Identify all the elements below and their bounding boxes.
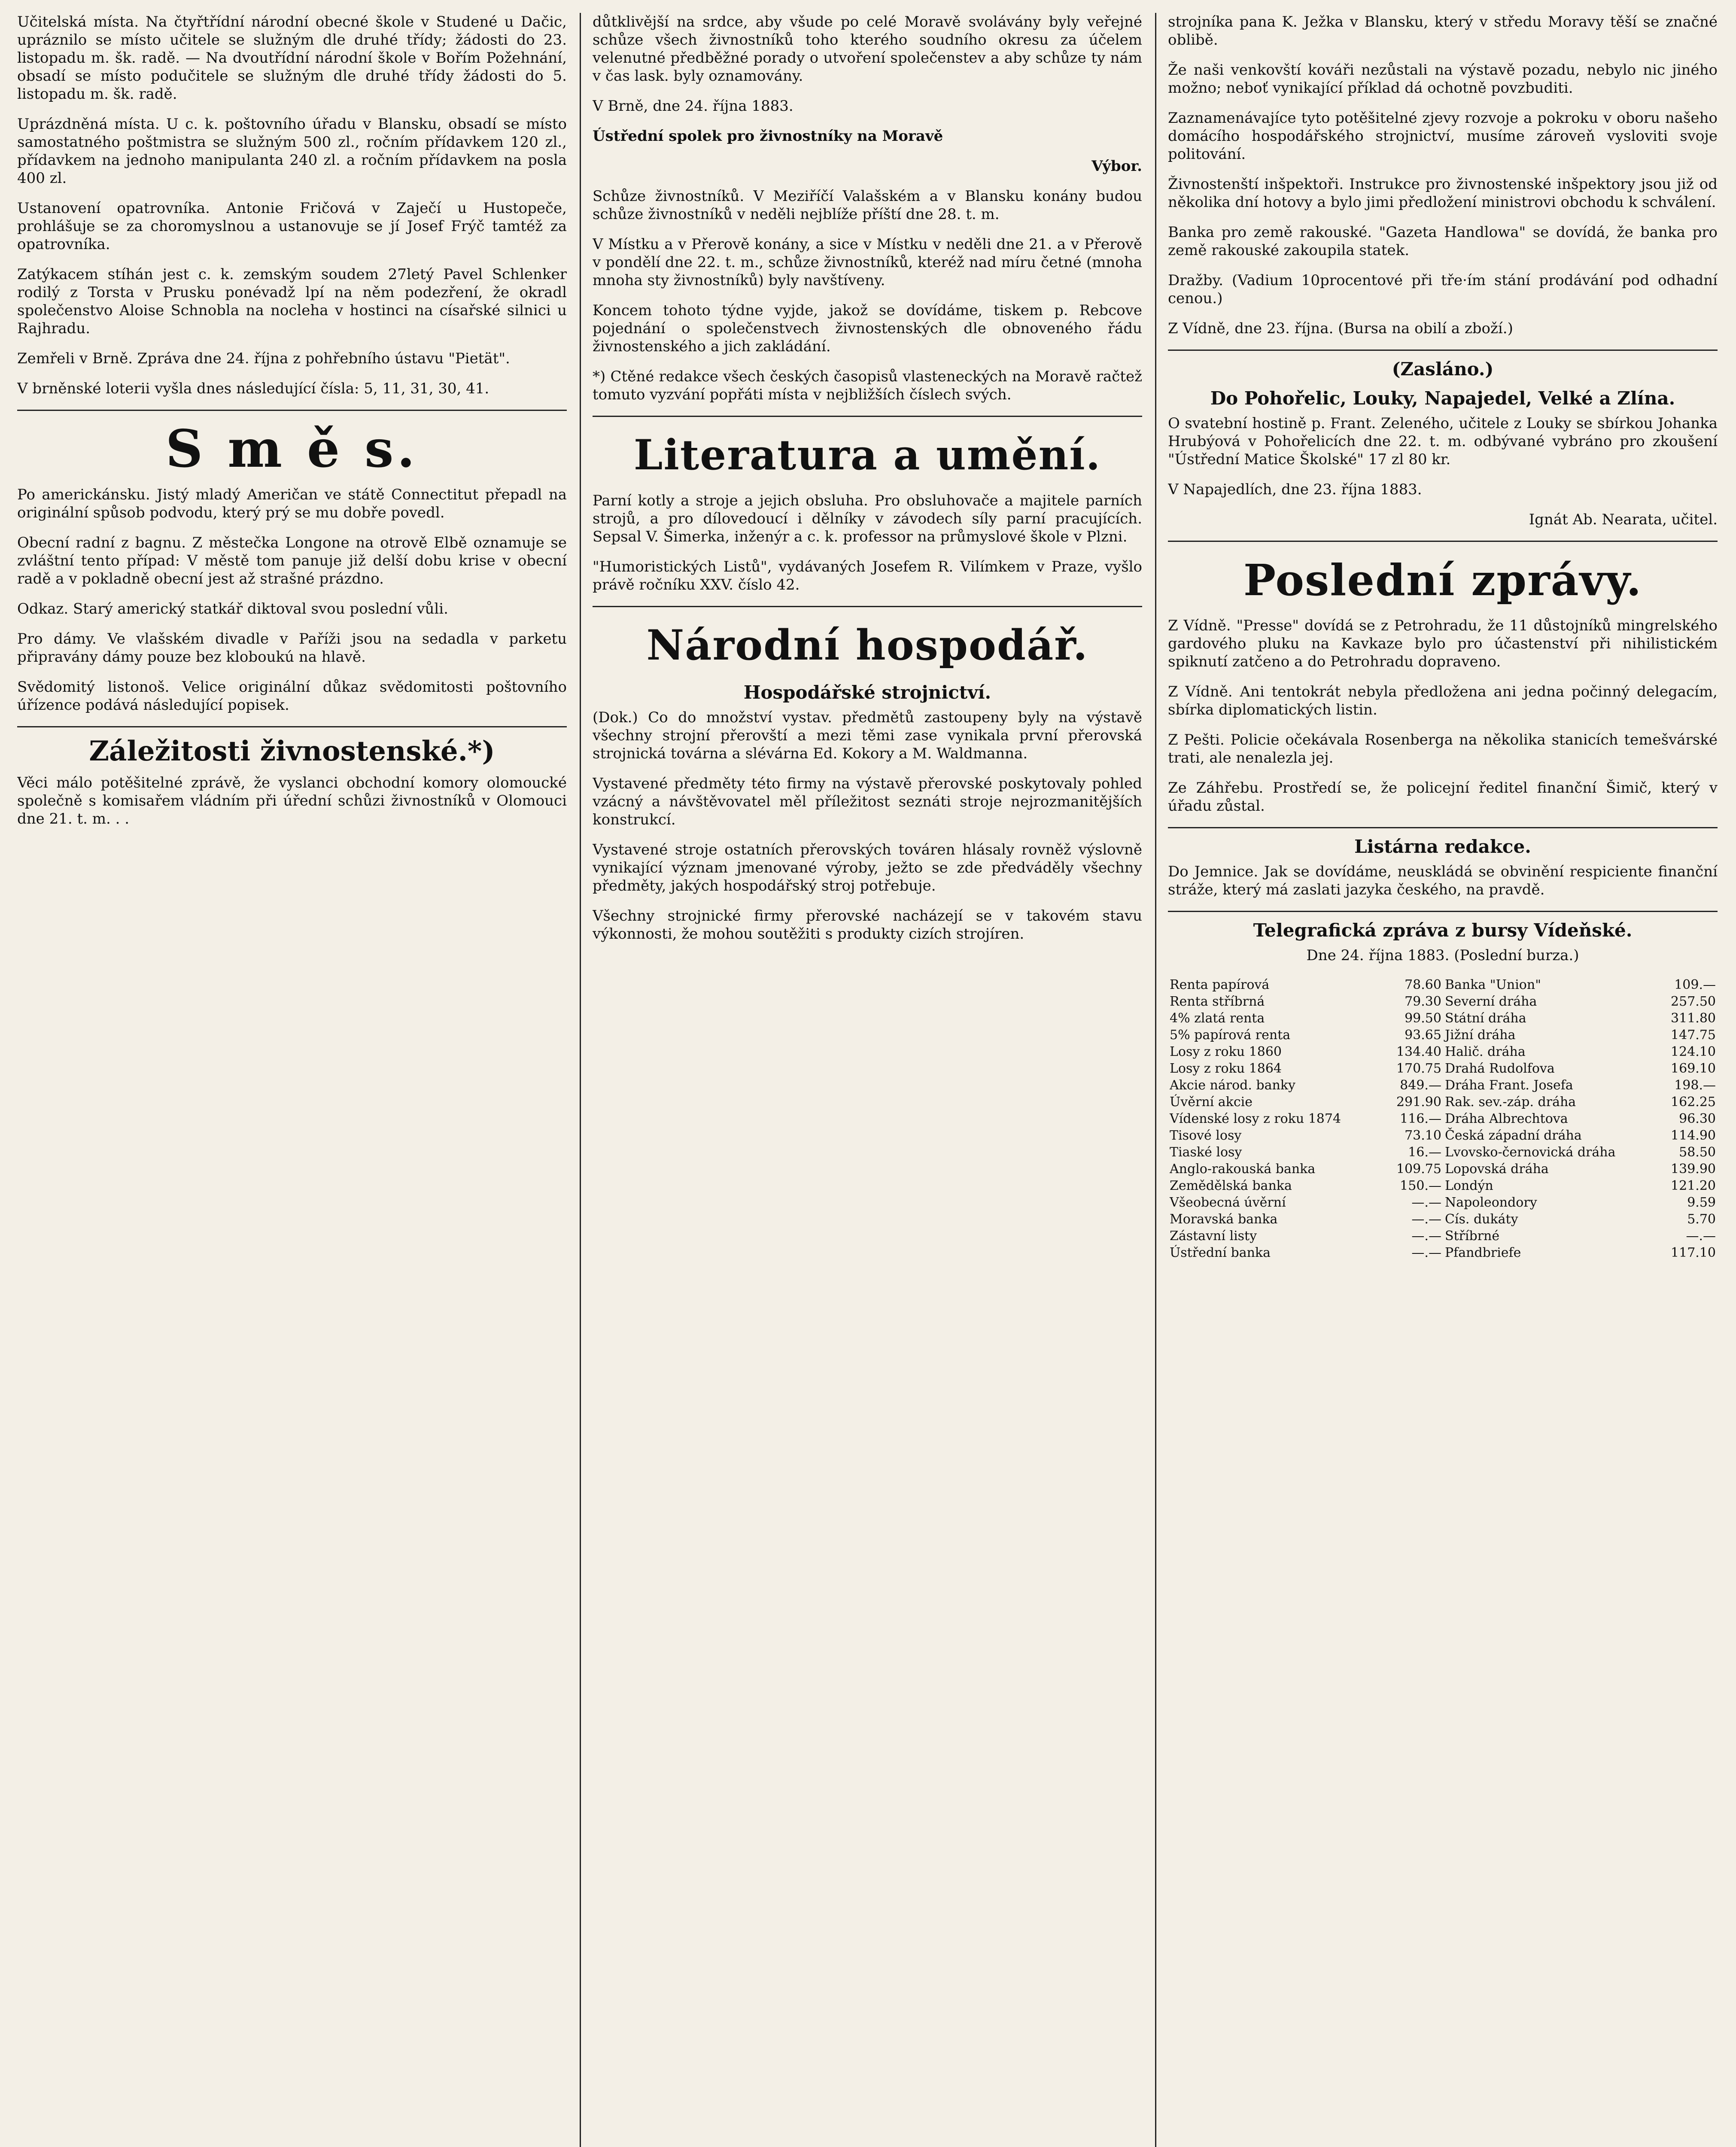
bursa-row: [1168, 1161, 1718, 1177]
article: Odkaz. Starý americký statkář diktoval svou poslední vůli.: [17, 600, 448, 617]
article: (Dok.) Co do množství vystav. předmětů zastoupeny byly na výstavě všechny strojní přerovští a mezi těmi zase vynikala první přerovská strojnická továrna a slévárna Ed. Kokory a M. Waldmanna.: [593, 709, 1142, 762]
bursa-value: 162.25: [1671, 1095, 1716, 1110]
article: Obecní radní z bagnu. Z městečka Longone na otrově Elbě oznamuje se zvláštní tento případ: V městě tom panuje již delší dobu krise v obecní radě a v pokladně obecní jest až strašné prázdno.: [17, 534, 567, 587]
bursa-item: Losy z roku 1860: [1170, 1044, 1282, 1059]
subheading: Hospodářské strojnictví.: [743, 682, 991, 703]
article: Pro dámy. Ve vlašském divadle v Paříži jsou na sedadla v parketu připravány dámy pouze bez kloboukú na hlavě.: [17, 630, 567, 666]
article: Z Vídně, dne 23. října. (Bursa na obilí a zboží.): [1168, 320, 1513, 337]
article: Svědomitý listonoš. Velice originální důkaz svědomitosti poštovního úřízence podává následující popisek.: [17, 678, 567, 714]
column-3: [1168, 13, 1718, 2147]
bursa-value: 5.70: [1687, 1212, 1716, 1227]
signature: Ústřední spolek pro živnostníky na Moravě: [593, 128, 943, 145]
divider: [1168, 911, 1718, 912]
article: důtklivější na srdce, aby všude po celé Moravě svolávány byly veřejné schůze všech živnostníků toho kterého soudního okresu za účelem velenutné předběžné porady o utvoření společenstev a aby schůze ty nám v čas lask. byly oznamovány.: [593, 13, 1142, 85]
footnote: *) Ctěné redakce všech českých časopisů vlasteneckých na Moravě račtež tomuto vyzvání popřáti místa v nejbližších číslech svých.: [593, 368, 1142, 403]
bursa-item: Úvěrní akcie: [1170, 1095, 1253, 1110]
bursa-row: [1168, 1043, 1718, 1060]
bursa-row: [1168, 1010, 1718, 1027]
bursa-item: Tisové losy: [1170, 1128, 1242, 1143]
bursa-value: 134.40: [1396, 1044, 1441, 1059]
bursa-row: [1168, 1094, 1718, 1110]
bursa-item: 5% papírová renta: [1170, 1028, 1291, 1043]
section-heading-smes: S m ě s.: [165, 419, 419, 479]
dateline: V Brně, dne 24. října 1883.: [593, 97, 794, 115]
article: Živnostenští inšpektoři. Instrukce pro živnostenské inšpektory jsou již od několika dní hotovy a bylo jimi předložení ministrovi obchodu k schválení.: [1168, 176, 1718, 211]
bursa-value: 147.75: [1671, 1028, 1716, 1043]
article: Ze Záhřebu. Prostředí se, že policejní ředitel finanční Šimič, který v úřadu zůstal.: [1168, 779, 1718, 815]
article: Vystavené stroje ostatních přerovských továren hlásaly rovněž výslovně vynikající význam jmenované výroby, ježto se zde předváděly všechny předměty, jakých hospodářský stroj potřebuje.: [593, 841, 1142, 894]
article: Dražby. (Vadium 10procentové při tře·ím stání prodávání pod odhadní cenou.): [1168, 272, 1718, 307]
bursa-row: [1168, 1077, 1718, 1094]
bursa-value: —.—: [1411, 1212, 1441, 1227]
article: Zemřeli v Brně. Zpráva dne 24. října z pohřebního ústavu "Pietät".: [17, 350, 510, 367]
bursa-item: Zástavní listy: [1170, 1229, 1257, 1244]
bursa-value: 117.10: [1671, 1245, 1716, 1260]
bursa-item: Severní dráha: [1444, 994, 1537, 1009]
signature: Ignát Ab. Nearata, učitel.: [1529, 511, 1718, 528]
newspaper-page: [17, 13, 1718, 2147]
article: Všechny strojnické firmy přerovské nacházejí se v takovém stavu výkonnosti, že mohou soutěžiti s produkty cizích strojíren.: [593, 907, 1142, 943]
bursa-item: Česká západní dráha: [1444, 1128, 1582, 1143]
article: Že naši venkovští kováři nezůstali na výstavě pozadu, nebylo nic jiného možno; neboť vynikající příklad dá ochotně povzbuditi.: [1168, 61, 1718, 97]
divider: [593, 606, 1142, 607]
bursa-row: [1168, 1177, 1718, 1194]
bursa-value: —.—: [1686, 1229, 1716, 1244]
article: Vystavené předměty této firmy na výstavě přerovské poskytovaly pohled vzácný a návštěvovatel měl příležitost seznáti stroje nejrozmanitějších konstrukcí.: [593, 775, 1142, 828]
bursa-item: 4% zlatá renta: [1170, 1011, 1265, 1026]
section-heading-posledni-zpravy: Poslední zprávy.: [1243, 555, 1642, 605]
bursa-value: 93.65: [1405, 1028, 1441, 1043]
bursa-value: 99.50: [1405, 1011, 1441, 1026]
bursa-value: 9.59: [1687, 1195, 1716, 1210]
bursa-value: 78.60: [1405, 977, 1441, 992]
bursa-value: 150.—: [1400, 1178, 1441, 1193]
article: Zaznamenávajíce tyto potěšitelné zjevy rozvoje a pokroku v oboru našeho domácího hospodářského strojnictví, musíme zároveň vysloviti svoje politování.: [1168, 109, 1718, 163]
bursa-item: Zemědělská banka: [1170, 1178, 1292, 1193]
bursa-item: Cís. dukáty: [1444, 1212, 1518, 1227]
bursa-item: Moravská banka: [1170, 1212, 1278, 1227]
article: V brněnské loterii vyšla dnes následující čísla: 5, 11, 31, 30, 41.: [17, 380, 489, 397]
article: O svatební hostině p. Frant. Zeleného, učitele z Louky se sbírkou Johanka Hrubýová v Pohořelicích dne 22. t. m. odbývané vybráno pro zkoušení "Ústřední Matice Školské" 17 zl 80 kr.: [1168, 415, 1718, 468]
bursa-row: [1168, 1144, 1718, 1161]
bursa-item: Losy z roku 1864: [1170, 1061, 1282, 1076]
article: Z Vídně. "Presse" dovídá se z Petrohradu, že 11 důstojníků mingrelského gardového pluku na Kavkaze bylo pro účastenství při nihilistickém spiknutí zatčeno a do Petrohradu dopraveno.: [1168, 617, 1718, 670]
bursa-item: Dráha Frant. Josefa: [1444, 1078, 1573, 1093]
bursa-item: Rak. sev.-záp. dráha: [1444, 1095, 1576, 1110]
article: Zatýkacem stíhán jest c. k. zemským soudem 27letý Pavel Schlenker rodilý z Torsta v Prusku ponévadž lpí na něm podezření, že okradl společenstvo Aloise Schnobla na nocleha v hostinci na císařské silnici u Rajhradu.: [17, 266, 567, 337]
bursa-row: [1168, 1127, 1718, 1144]
article: Z Vídně. Ani tentokrát nebyla předložena ani jedna počinný delegacím, sbírka diplomatických listin.: [1168, 683, 1718, 718]
bursa-value: 139.90: [1671, 1162, 1716, 1177]
bursa-item: Halič. dráha: [1444, 1044, 1526, 1059]
divider: [1168, 350, 1718, 351]
bursa-item: Akcie národ. banky: [1170, 1078, 1295, 1093]
bursa-item: Banka "Union": [1444, 977, 1541, 992]
bursa-item: Pfandbriefe: [1444, 1245, 1521, 1260]
column-rule: [1155, 13, 1156, 2147]
subheading: Do Pohořelic, Louky, Napajedel, Velké a Zlína.: [1210, 388, 1675, 409]
bursa-row: [1168, 1211, 1718, 1228]
bursa-value: 96.30: [1679, 1111, 1716, 1126]
divider: [1168, 541, 1718, 542]
bursa-value: 116.—: [1400, 1111, 1441, 1126]
bursa-value: 170.75: [1396, 1061, 1441, 1076]
divider: [17, 410, 567, 411]
article: Koncem tohoto týdne vyjde, jakož se dovídáme, tiskem p. Rebcove pojednání o společenstvech živnostenských dle obnoveného řádu živnostenského a jich zakládání.: [593, 302, 1142, 355]
bursa-row: [1168, 1194, 1718, 1211]
bursa-value: 109.75: [1396, 1162, 1441, 1177]
bursa-row: [1168, 1060, 1718, 1077]
bursa-item: Lvovsko-černovická dráha: [1444, 1145, 1616, 1160]
bursa-item: Stříbrné: [1444, 1229, 1500, 1244]
bursa-item: Ústřední banka: [1170, 1245, 1271, 1260]
bursa-table: [1168, 976, 1718, 1261]
bursa-row: [1168, 1110, 1718, 1127]
bursa-value: 849.—: [1400, 1078, 1441, 1093]
article: strojníka pana K. Ježka v Blansku, který v středu Moravy těší se značné oblibě.: [1168, 13, 1718, 49]
column-rule: [580, 13, 581, 2147]
bursa-item: Renta papírová: [1170, 977, 1270, 992]
bursa-value: 124.10: [1671, 1044, 1716, 1059]
bursa-value: 257.50: [1671, 994, 1716, 1009]
column-1: [17, 13, 567, 2147]
section-heading-narodni-hospodar: Národní hospodář.: [646, 621, 1088, 669]
divider: [593, 416, 1142, 417]
article: Po americkánsku. Jistý mladý Američan ve státě Connectitut přepadl na originální spůsob podvodu, který prý se mu dobře povedl.: [17, 486, 567, 521]
article: Uprázdněná místa. U c. k. poštovního úřadu v Blansku, obsadí se místo samostatného poštmistra se služným 500 zl., ročním přídavkem 120 zl., přídavkem na jednoho manipulanta 240 zl. a ročním přídavkem na posla 400 zl.: [17, 116, 567, 187]
bursa-item: Lopovská dráha: [1444, 1162, 1549, 1177]
bursa-value: 16.—: [1408, 1145, 1441, 1160]
bursa-item: Napoleondory: [1444, 1195, 1537, 1210]
bursa-value: 198.—: [1674, 1078, 1716, 1093]
bursa-item: Vídenské losy z roku 1874: [1170, 1111, 1341, 1126]
bursa-value: 169.10: [1671, 1061, 1716, 1076]
subheading-bursa: Telegrafická zpráva z bursy Vídeňské.: [1253, 920, 1633, 941]
article: "Humoristických Listů", vydávaných Josefem R. Vilímkem v Praze, vyšlo právě ročníku XXV. číslo 42.: [593, 558, 1142, 593]
bursa-row: [1168, 976, 1718, 993]
bursa-value: 121.20: [1671, 1178, 1716, 1193]
column-2: [593, 13, 1142, 2147]
dateline: V Napajedlích, dne 23. října 1883.: [1168, 481, 1422, 498]
section-heading-zivnost: Záležitosti živnostenské.*): [89, 735, 495, 767]
bursa-item: Anglo-rakouská banka: [1170, 1162, 1316, 1177]
bursa-value: —.—: [1411, 1229, 1441, 1244]
bursa-row: [1168, 1027, 1718, 1043]
divider: [17, 726, 567, 727]
bursa-value: 109.—: [1674, 977, 1716, 992]
bursa-value: 291.90: [1396, 1095, 1441, 1110]
subheading-zaslano: (Zasláno.): [1392, 359, 1494, 380]
article: Ustanovení opatrovníka. Antonie Fričová v Zaječí u Hustopeče, prohlášuje se za choromyslnou a ustanovuje se jí Josef Frýč tamtéž za opatrovníka.: [17, 200, 567, 253]
bursa-item: Státní dráha: [1444, 1011, 1526, 1026]
bursa-value: 79.30: [1405, 994, 1441, 1009]
bursa-item: Drahá Rudolfova: [1444, 1061, 1555, 1076]
bursa-item: Všeobecná úvěrní: [1170, 1195, 1286, 1210]
article: V Místku a v Přerově konány, a sice v Místku v neděli dne 21. a v Přerově v pondělí dne 22. t. m., schůze živnostníků, kteréž nad míru četné (mnoha mnoha sty živnostníků) byly navštíveny.: [593, 236, 1142, 289]
bursa-item: Renta stříbrná: [1170, 994, 1265, 1009]
article: Věci málo potěšitelné zprávě, že vyslanci obchodní komory olomoucké společně s komisařem vládním při úřední schůzi živnostníků v Olomouci dne 21. t. m. . .: [17, 774, 567, 827]
article: Parní kotly a stroje a jejich obsluha. Pro obsluhovače a majitele parních strojů, a pro dílovedoucí i dělníky v závodech síly parní pracujících. Sepsal V. Šimerka, inženýr a c. k. professor na průmyslové škole v Plzni.: [593, 492, 1142, 545]
bursa-item: Jižní dráha: [1444, 1028, 1516, 1043]
bursa-value: —.—: [1411, 1245, 1441, 1260]
article: Banka pro země rakouské. "Gazeta Handlowa" se dovídá, že banka pro země rakouské zakoupila statek.: [1168, 224, 1718, 259]
article: Učitelská místa. Na čtyřtřídní národní obecné škole v Studené u Dačic, upráznilo se místo učitele se služným dle druhé třídy; žádosti do 23. listopadu m. šk. radě. — Na dvoutřídní národní škole v Bořím Požehnání, obsadí se místo podučitele se služným dle druhé třídy žádosti do 5. listopadu m. šk. radě.: [17, 13, 567, 103]
bursa-value: 114.90: [1671, 1128, 1716, 1143]
article: Z Pešti. Policie očekávala Rosenberga na několika stanicích temešvárské trati, ale nenalezla jej.: [1168, 731, 1718, 766]
bursa-item: Dráha Albrechtova: [1444, 1111, 1568, 1126]
article: Schůze živnostníků. V Meziříčí Valašském a v Blansku konány budou schůze živnostníků v neděli nejblíže příští dne 28. t. m.: [593, 188, 1142, 223]
bursa-row: [1168, 993, 1718, 1010]
bursa-item: Tiaské losy: [1170, 1145, 1242, 1160]
section-heading-literatura: Literatura a umění.: [633, 431, 1101, 479]
bursa-value: 311.80: [1671, 1011, 1716, 1026]
bursa-value: 73.10: [1405, 1128, 1441, 1143]
divider: [1168, 827, 1718, 828]
bursa-value: 58.50: [1679, 1145, 1716, 1160]
bursa-item: Londýn: [1444, 1178, 1493, 1193]
signature-committee: Výbor.: [1091, 158, 1142, 175]
bursa-value: —.—: [1411, 1195, 1441, 1210]
subheading-listarna: Listárna redakce.: [1354, 836, 1531, 857]
article: Do Jemnice. Jak se dovídáme, neuskládá se obvinění respiciente finanční stráže, který má zaslati jazyka českého, na pravdě.: [1168, 863, 1718, 898]
bursa-row: [1168, 1228, 1718, 1244]
bursa-row: [1168, 1244, 1718, 1261]
bursa-date: Dne 24. října 1883. (Poslední burza.): [1306, 947, 1579, 964]
